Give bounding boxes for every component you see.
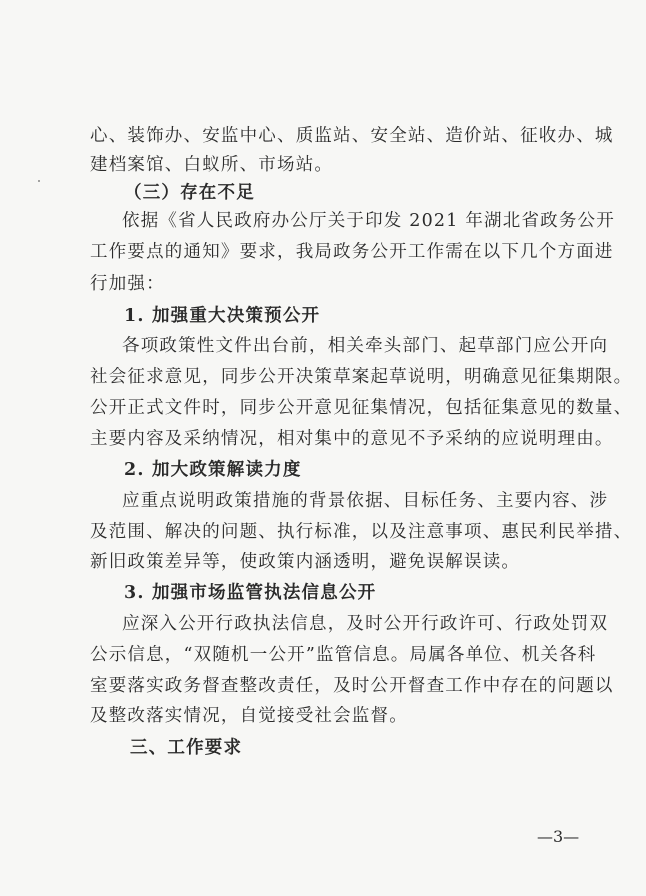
subsection-heading: 3. 加强市场监管执法信息公开	[124, 583, 377, 603]
paragraph-line: 室要落实政务督查整改责任，及时公开督查工作中存在的问题以	[90, 676, 614, 696]
paragraph-line: 新旧政策差异等，使政策内涵透明，避免误解误读。	[90, 552, 521, 572]
paragraph-line: 心、装饰办、安监中心、质监站、安全站、造价站、征收办、城	[90, 126, 614, 146]
paragraph-line: 应重点说明政策措施的背景依据、目标任务、主要内容、涉	[122, 491, 609, 511]
paragraph-line: 各项政策性文件出台前，相关牵头部门、起草部门应公开向	[122, 336, 609, 356]
paragraph-line: 建档案馆、白蚁所、市场站。	[90, 155, 334, 175]
paragraph-line: 主要内容及采纳情况，相对集中的意见不予采纳的应说明理由。	[90, 429, 614, 449]
paragraph-line: 公示信息，“双随机一公开”监管信息。局属各单位、机关各科	[90, 645, 597, 665]
subsection-heading: 2. 加大政策解读力度	[124, 460, 302, 480]
chapter-heading: 三、工作要求	[130, 738, 243, 758]
section-heading: （三）存在不足	[124, 183, 255, 203]
paragraph-line: 及整改落实情况，自觉接受社会监督。	[90, 706, 408, 726]
paragraph-line: 及范围、解决的问题、执行标准，以及注意事项、惠民利民举措、	[90, 522, 633, 542]
paragraph-line: 行加强：	[90, 274, 165, 294]
paragraph-line: 公开正式文件时，同步公开意见征集情况，包括征集意见的数量、	[90, 398, 633, 418]
paragraph-line: 工作要点的通知》要求，我局政务公开工作需在以下几个方面进	[90, 242, 614, 262]
scan-speck	[38, 180, 40, 182]
paragraph-line: 依据《省人民政府办公厅关于印发 2021 年湖北省政务公开	[122, 211, 615, 231]
page-number: —3—	[537, 827, 580, 846]
subsection-heading: 1. 加强重大决策预公开	[124, 306, 321, 326]
paragraph-line: 社会征求意见，同步公开决策草案起草说明，明确意见征集期限。	[90, 367, 633, 387]
paragraph-line: 应深入公开行政执法信息，及时公开行政许可、行政处罚双	[122, 614, 609, 634]
